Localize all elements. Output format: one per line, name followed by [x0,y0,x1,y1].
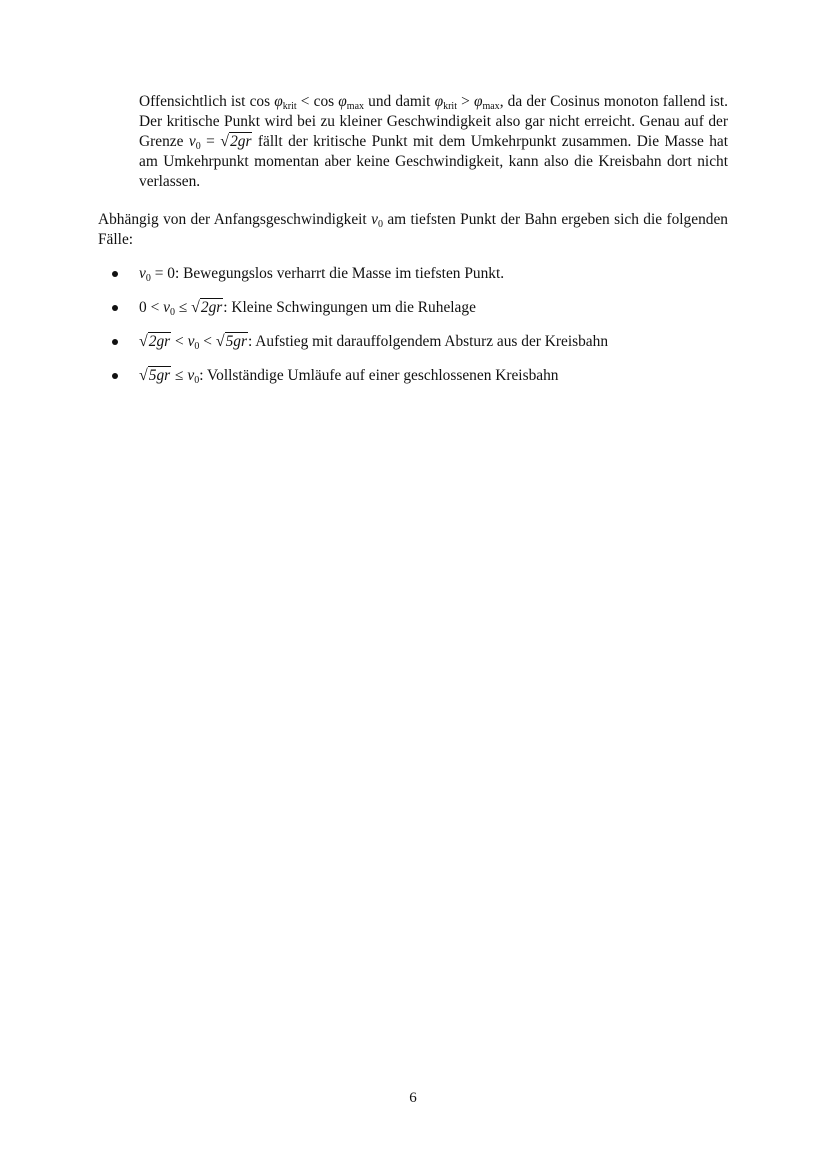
math-subscript: krit [443,101,457,112]
math-subscript: 0 [145,273,151,284]
math-subscript: 0 [377,219,383,230]
bullet-icon [112,305,118,311]
text-segment: am tiefsten Punkt der Bahn ergeben sich die folgenden Fälle: [98,211,728,248]
page-number: 6 [409,1090,417,1106]
text-segment: , da der Cosinus monoton fallend ist. Der kritische Punkt wird bei zu kleiner Geschwindigkeit also gar nicht erreicht. Genau auf der Grenze [139,93,728,150]
indented-paragraph [139,92,728,192]
math-phi: φ [338,93,347,110]
math-operator: ≤ [175,367,184,384]
math-subscript: 0 [194,375,200,386]
math-phi: φ [274,93,283,110]
math-number: 0 [167,265,175,282]
sqrt-sign: √ [139,333,148,350]
list-item [112,332,728,366]
sqrt-radicand: 5gr [148,367,171,384]
math-phi: φ [434,93,444,110]
math-operator: < [300,93,310,110]
math-v: v [187,333,195,350]
case-list [112,264,728,400]
list-item-text: : Aufstieg mit darauffolgendem Absturz aus der Kreisbahn [248,333,609,350]
list-item [112,298,728,332]
math-v: v [139,265,146,282]
math-subscript: 0 [169,307,175,318]
list-item-text: : Kleine Schwingungen um die Ruhelage [223,299,476,316]
math-subscript: 0 [195,141,201,152]
math-v: v [163,299,170,316]
sqrt-radicand: 5gr [225,333,247,350]
sqrt-sign: √ [220,133,230,150]
math-v: v [188,133,196,150]
text-segment: Offensichtlich ist cos [139,93,271,110]
math-operator: < [150,299,160,316]
math-operator: ≤ [178,299,188,316]
list-item-text: : Bewegungslos verharrt die Masse im tiefsten Punkt. [174,265,505,282]
math-subscript: max [482,101,500,112]
math-sqrt [216,332,248,352]
sqrt-sign: √ [139,367,148,384]
sqrt-radicand: 2gr [200,299,223,316]
math-sqrt [220,132,252,152]
math-operator: < [203,333,212,350]
math-subscript: max [346,101,365,112]
list-item [112,264,728,298]
math-operator: < [175,333,184,350]
math-operator: = [154,265,164,282]
math-subscript: krit [282,101,297,112]
sqrt-radicand: 2gr [230,133,252,150]
math-sqrt [139,332,171,352]
bullet-icon [112,339,118,345]
list-item-text: : Vollständige Umläufe auf einer geschlossenen Kreisbahn [199,367,559,384]
sqrt-sign: √ [191,299,200,316]
math-sqrt [139,366,171,386]
text-segment: Abhängig von der Anfangsgeschwindigkeit [98,211,367,228]
math-sqrt [191,298,223,318]
math-operator: > [461,93,470,110]
math-phi: φ [473,93,483,110]
text-segment: fällt der kritische Punkt mit dem Umkehrpunkt zusammen. Die Masse hat am Umkehrpunkt momentan aber keine Geschwindigkeit, kann also die Kreisbahn dort nicht verlassen. [139,133,729,190]
body-paragraph [98,210,728,250]
list-item [112,366,728,400]
sqrt-radicand: 2gr [148,333,171,350]
bullet-icon [112,271,118,277]
math-subscript: 0 [194,341,200,352]
sqrt-sign: √ [215,333,225,350]
math-number: 0 [139,299,147,316]
text-segment: und damit [368,93,431,110]
math-cos: cos [313,93,335,110]
math-v: v [187,367,195,384]
bullet-icon [112,373,118,379]
math-v: v [371,211,378,228]
math-operator: = [206,133,215,150]
